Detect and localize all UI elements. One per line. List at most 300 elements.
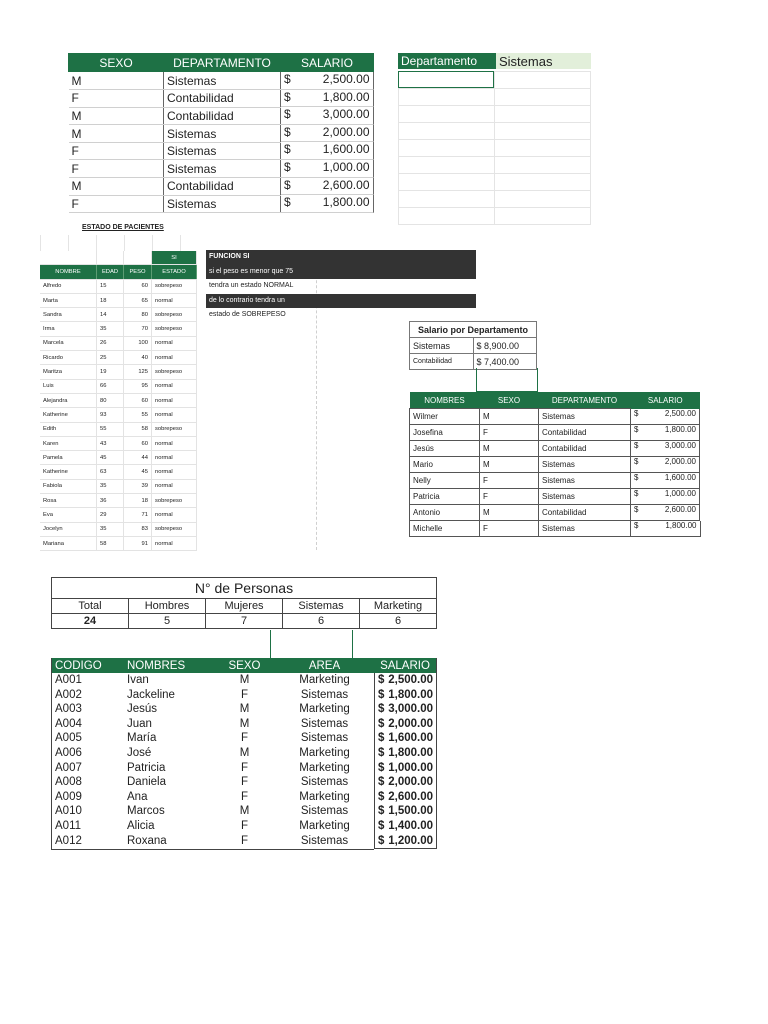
sexo-cell: F [69,160,164,178]
sexo-cell: M [69,125,164,143]
sexo-cell: M [239,717,250,730]
patient-status: normal [152,393,197,407]
name-cell: Josefina [410,425,480,441]
patient-row [40,379,197,393]
name-cell: Ana [127,790,148,803]
currency-symbol: $ [634,504,639,514]
patient-name: Maritza [40,365,97,379]
patients-table [40,251,197,551]
area-cell: Marketing [299,703,350,716]
patient-weight: 83 [124,522,152,536]
sexo-cell: F [240,732,249,745]
table-row [52,790,437,805]
name-cell: Ivan [127,674,149,686]
table-row [410,521,701,537]
salary-cell [374,804,436,819]
patient-name: Marcela [40,336,97,350]
name-cell: Nelly [410,473,480,489]
patient-row [40,393,197,407]
table-row [410,457,701,473]
patient-name: Katherine [40,465,97,479]
si-label: SI [152,251,197,265]
sexo-cell: F [480,425,539,441]
department-cell: Sistemas [539,409,631,425]
patient-status: normal [152,479,197,493]
selected-cell[interactable] [476,368,538,392]
patient-status: sobrepeso [152,522,197,536]
currency-symbol: $ [284,159,291,174]
currency-symbol: $ [378,746,385,759]
patient-weight: 45 [124,465,152,479]
patient-age: 58 [97,536,124,550]
patient-name: Irma [40,322,97,336]
personas-title: N° de Personas [52,578,437,599]
patients-grid-top [40,235,197,251]
sexo-cell: M [480,441,539,457]
department-cell: Sistemas [164,125,281,143]
header-nombres: NOMBRES [410,392,480,409]
patient-row [40,279,197,293]
department-cell: Contabilidad [164,90,281,108]
patient-weight: 58 [124,422,152,436]
code-cell: A010 [55,805,82,818]
salary-amount: 2,600.00 [664,504,696,514]
salary-cell [374,790,436,805]
patient-name: Karen [40,436,97,450]
currency-symbol: $ [634,424,639,434]
department-cell: Contabilidad [539,441,631,457]
patient-age: 55 [97,422,124,436]
patient-weight: 60 [124,279,152,293]
patient-weight: 40 [124,351,152,365]
table-row [69,160,374,178]
name-cell: Michelle [410,521,480,537]
patient-row [40,436,197,450]
area-cell: Marketing [299,819,350,832]
area-cell: Marketing [299,761,350,774]
selected-cell[interactable] [398,71,494,88]
table-row [52,717,437,732]
table-row [52,761,437,776]
patient-weight: 55 [124,408,152,422]
currency-symbol: $ [378,776,385,789]
salary-cell [631,441,700,457]
patient-age: 25 [97,351,124,365]
salary-amount: 2,600.00 [388,790,433,803]
currency-symbol: $ [378,674,385,686]
area-cell: Marketing [299,746,350,759]
name-cell: Daniela [127,776,166,789]
salary-cell [631,425,700,441]
sexo-cell: M [480,409,539,425]
code-cell: A012 [52,834,125,850]
header-nombre: NOMBRE [40,265,97,279]
department-filter [398,53,591,69]
header-nombres: NOMBRES [124,658,214,673]
header-departamento: DEPARTAMENTO [164,54,281,72]
table-row [52,775,437,790]
currency-symbol: $ [634,408,639,418]
department-cell: Sistemas [164,72,281,90]
name-cell: María [127,732,157,745]
table-row [52,702,437,717]
patient-row [40,336,197,350]
col-hombres: Hombres [129,599,206,614]
patient-row [40,293,197,307]
area-cell: Marketing [299,790,350,803]
sexo-cell: F [240,819,249,832]
department-cell: Contabilidad [164,107,281,125]
sexo-cell: F [240,790,249,803]
department-cell: Sistemas [539,457,631,473]
patient-weight: 60 [124,393,152,407]
table-row [52,673,437,688]
salary-amount: 2,500.00 [388,674,433,686]
name-cell: Jackeline [127,688,175,701]
salary-cell [281,160,374,178]
code-cell: A005 [55,732,82,745]
salary-cell [281,142,374,160]
code-cell: A006 [55,746,82,759]
table-row [52,746,437,761]
salary-amount: 2,000.00 [388,776,433,789]
salary-cell [374,731,436,746]
patient-status: normal [152,436,197,450]
salary-cell [374,819,436,834]
name-cell: Patricia [410,489,480,505]
salary-table-names [409,392,701,537]
department-cell: Sistemas [164,142,281,160]
code-cell: A011 [55,819,82,832]
department-cell: Sistemas [164,160,281,178]
sexo-cell: F [69,195,164,213]
currency-symbol: $ [378,688,385,701]
name-cell: Wilmer [410,409,480,425]
patient-age: 36 [97,494,124,508]
currency-symbol: $ [378,834,385,847]
patient-status: sobrepeso [152,322,197,336]
patient-name: Katherine [40,408,97,422]
name-cell: Mario [410,457,480,473]
department-value-cell[interactable]: Sistemas [496,53,591,69]
salary-amount: 2,600.00 [322,177,370,192]
patient-name: Pamela [40,451,97,465]
currency-symbol: $ [378,790,385,803]
patient-age: 18 [97,293,124,307]
patient-weight: 65 [124,293,152,307]
patient-age: 45 [97,451,124,465]
currency-symbol: $ [378,703,385,716]
patient-weight: 91 [124,536,152,550]
patient-name: Ricardo [40,351,97,365]
salary-amount: 1,400.00 [388,819,433,832]
area-cell: Sistemas [300,717,349,730]
salary-cell [374,673,436,688]
salary-cell [374,717,436,732]
area-cell: Sistemas [300,776,349,789]
area-cell: Sistemas [300,805,349,818]
salary-amount: 1,800.00 [665,520,697,530]
salary-cell [374,834,436,850]
patient-status: sobrepeso [152,308,197,322]
patient-row [40,494,197,508]
salary-amount: 2,500.00 [322,72,370,86]
patient-age: 29 [97,508,124,522]
table-row [52,688,437,703]
patient-row [40,465,197,479]
currency-symbol: $ [634,456,639,466]
code-cell: A009 [55,790,82,803]
patient-row [40,522,197,536]
code-cell: A004 [55,717,82,730]
sexo-cell: F [240,761,249,774]
salary-cell [281,125,374,143]
patient-status: normal [152,408,197,422]
name-cell: Patricia [127,761,166,774]
hombres-value: 5 [129,614,206,629]
patient-weight: 60 [124,436,152,450]
sexo-cell: M [69,72,164,90]
total-value: 24 [52,614,129,629]
patient-row [40,479,197,493]
currency-symbol: $ [284,72,291,86]
department-cell: Contabilidad [539,425,631,441]
sexo-cell: F [240,688,249,701]
currency-symbol: $ [284,124,291,139]
col-total: Total [52,599,129,614]
patient-age: 43 [97,436,124,450]
table-row [410,425,701,441]
area-cell: Sistemas [275,834,374,850]
marketing-value: 6 [360,614,437,629]
patient-row [40,508,197,522]
name-cell: Jesús [410,441,480,457]
table-row [69,107,374,125]
header-sexo: SEXO [214,658,275,673]
patient-status: normal [152,351,197,365]
area-cell: Marketing [299,674,350,686]
patient-status: normal [152,451,197,465]
col-sistemas: Sistemas [283,599,360,614]
header-sexo: SEXO [480,392,539,409]
selected-column[interactable] [270,630,353,658]
salary-cell [281,195,374,213]
currency-symbol: $ [378,819,385,832]
patient-age: 19 [97,365,124,379]
patient-name: Luis [40,379,97,393]
patient-name: Eva [40,508,97,522]
patient-weight: 39 [124,479,152,493]
patient-name: Alfredo [40,279,97,293]
salary-amount: 1,000.00 [664,488,696,498]
sexo-cell: F [69,90,164,108]
patient-name: Fabiola [40,479,97,493]
patient-row [40,451,197,465]
table-row [52,819,437,834]
sexo-cell: M [239,746,250,759]
table-row [69,178,374,196]
salary-amount: 3,000.00 [322,107,370,122]
header-peso: PESO [124,265,152,279]
currency-symbol: $ [634,472,639,482]
salary-amount: 1,500.00 [388,805,433,818]
salary-cell [631,409,700,425]
salary-amount: 1,800.00 [322,195,370,210]
patient-status: normal [152,336,197,350]
table-row [69,142,374,160]
department-cell: Sistemas [164,195,281,213]
patient-row [40,422,197,436]
patient-name: Sandra [40,308,97,322]
salary-cell [631,505,700,521]
salary-by-department [409,321,537,370]
patient-row [40,365,197,379]
patient-age: 35 [97,522,124,536]
patient-age: 15 [97,279,124,293]
patients-title: ESTADO DE PACIENTES [82,224,164,231]
patient-name: Jocelyn [40,522,97,536]
col-marketing: Marketing [360,599,437,614]
salary-amount: 1,600.00 [388,732,433,745]
patient-status: normal [152,536,197,550]
name-cell: Juan [127,717,152,730]
table-row [69,195,374,213]
currency-symbol: $ [378,717,385,730]
department-cell: Sistemas [539,521,631,537]
currency-symbol: $ [634,488,639,498]
salary-cell [374,761,436,776]
patient-age: 14 [97,308,124,322]
table-row [69,125,374,143]
salary-cell [281,107,374,125]
sexo-cell: M [239,674,250,686]
header-estado: ESTADO [152,265,197,279]
sexo-cell: M [239,805,250,818]
sexo-cell: F [214,834,275,850]
name-cell: Roxana [124,834,214,850]
patient-status: normal [152,465,197,479]
sexo-cell: F [480,521,539,537]
name-cell: Marcos [127,805,165,818]
salary-cell [631,473,700,489]
funcion-line: si el peso es menor que 75 [206,265,476,280]
table-row [410,409,701,425]
patient-status: sobrepeso [152,494,197,508]
employees-table [51,658,437,850]
patient-age: 35 [97,479,124,493]
department-cell: Contabilidad [164,178,281,196]
patient-age: 63 [97,465,124,479]
currency-symbol: $ [378,732,385,745]
salary-amount: 2,000.00 [322,124,370,139]
patient-status: sobrepeso [152,365,197,379]
patient-weight: 125 [124,365,152,379]
salary-amount: 1,600.00 [664,472,696,482]
currency-symbol: $ [378,805,385,818]
patient-weight: 100 [124,336,152,350]
sexo-cell: M [480,457,539,473]
dept-name: Sistemas [410,338,474,354]
funcion-title: FUNCION SI [206,250,476,265]
salary-cell [374,688,436,703]
dept-total: $ 8,900.00 [473,338,537,354]
salary-amount: 1,800.00 [388,688,433,701]
header-departamento: DEPARTAMENTO [539,392,631,409]
table-row [52,731,437,746]
header-salario: SALARIO [631,392,701,409]
patient-status: sobrepeso [152,422,197,436]
department-cell: Contabilidad [539,505,631,521]
patient-name: Alejandra [40,393,97,407]
name-cell: Jesús [127,703,158,716]
patient-age: 35 [97,322,124,336]
funcion-si-note [206,250,476,323]
funcion-line: tendra un estado NORMAL [209,282,294,289]
dept-name: Contabilidad [410,354,474,370]
currency-symbol: $ [634,520,639,530]
salary-amount: 1,200.00 [388,834,433,847]
salary-amount: 1,600.00 [322,142,370,157]
currency-symbol: $ [284,177,291,192]
code-cell: A008 [55,776,82,789]
patient-weight: 70 [124,322,152,336]
department-cell: Sistemas [539,489,631,505]
patient-row [40,351,197,365]
department-cell: Sistemas [539,473,631,489]
salary-amount: 2,000.00 [388,717,433,730]
patient-weight: 71 [124,508,152,522]
patient-name: Mariana [40,536,97,550]
personas-summary [51,577,437,629]
code-cell: A001 [55,674,82,686]
sexo-cell: M [480,505,539,521]
salary-cell [374,746,436,761]
name-cell: Antonio [410,505,480,521]
table-row [410,441,701,457]
dept-total: $ 7,400.00 [473,354,537,370]
name-cell: Alicia [127,819,155,832]
patient-weight: 18 [124,494,152,508]
table-row [410,505,701,521]
patient-age: 93 [97,408,124,422]
col-mujeres: Mujeres [206,599,283,614]
header-edad: EDAD [97,265,124,279]
patient-age: 80 [97,393,124,407]
table-row [52,834,437,850]
salary-cell [631,489,700,505]
patient-status: normal [152,379,197,393]
table-row [410,489,701,505]
patient-row [40,308,197,322]
salary-amount: 1,800.00 [322,89,370,104]
name-cell: José [127,746,152,759]
code-cell: A007 [55,761,82,774]
patient-name: Rosa [40,494,97,508]
patient-name: Marta [40,293,97,307]
patient-status: sobrepeso [152,279,197,293]
table-row [69,72,374,90]
patient-weight: 80 [124,308,152,322]
salary-amount: 1,800.00 [664,424,696,434]
salary-cell [374,702,436,717]
sexo-cell: M [69,107,164,125]
sistemas-value: 6 [283,614,360,629]
salary-amount: 2,000.00 [664,456,696,466]
currency-symbol: $ [634,440,639,450]
salary-cell [374,775,436,790]
patient-weight: 44 [124,451,152,465]
header-area: AREA [275,658,374,673]
